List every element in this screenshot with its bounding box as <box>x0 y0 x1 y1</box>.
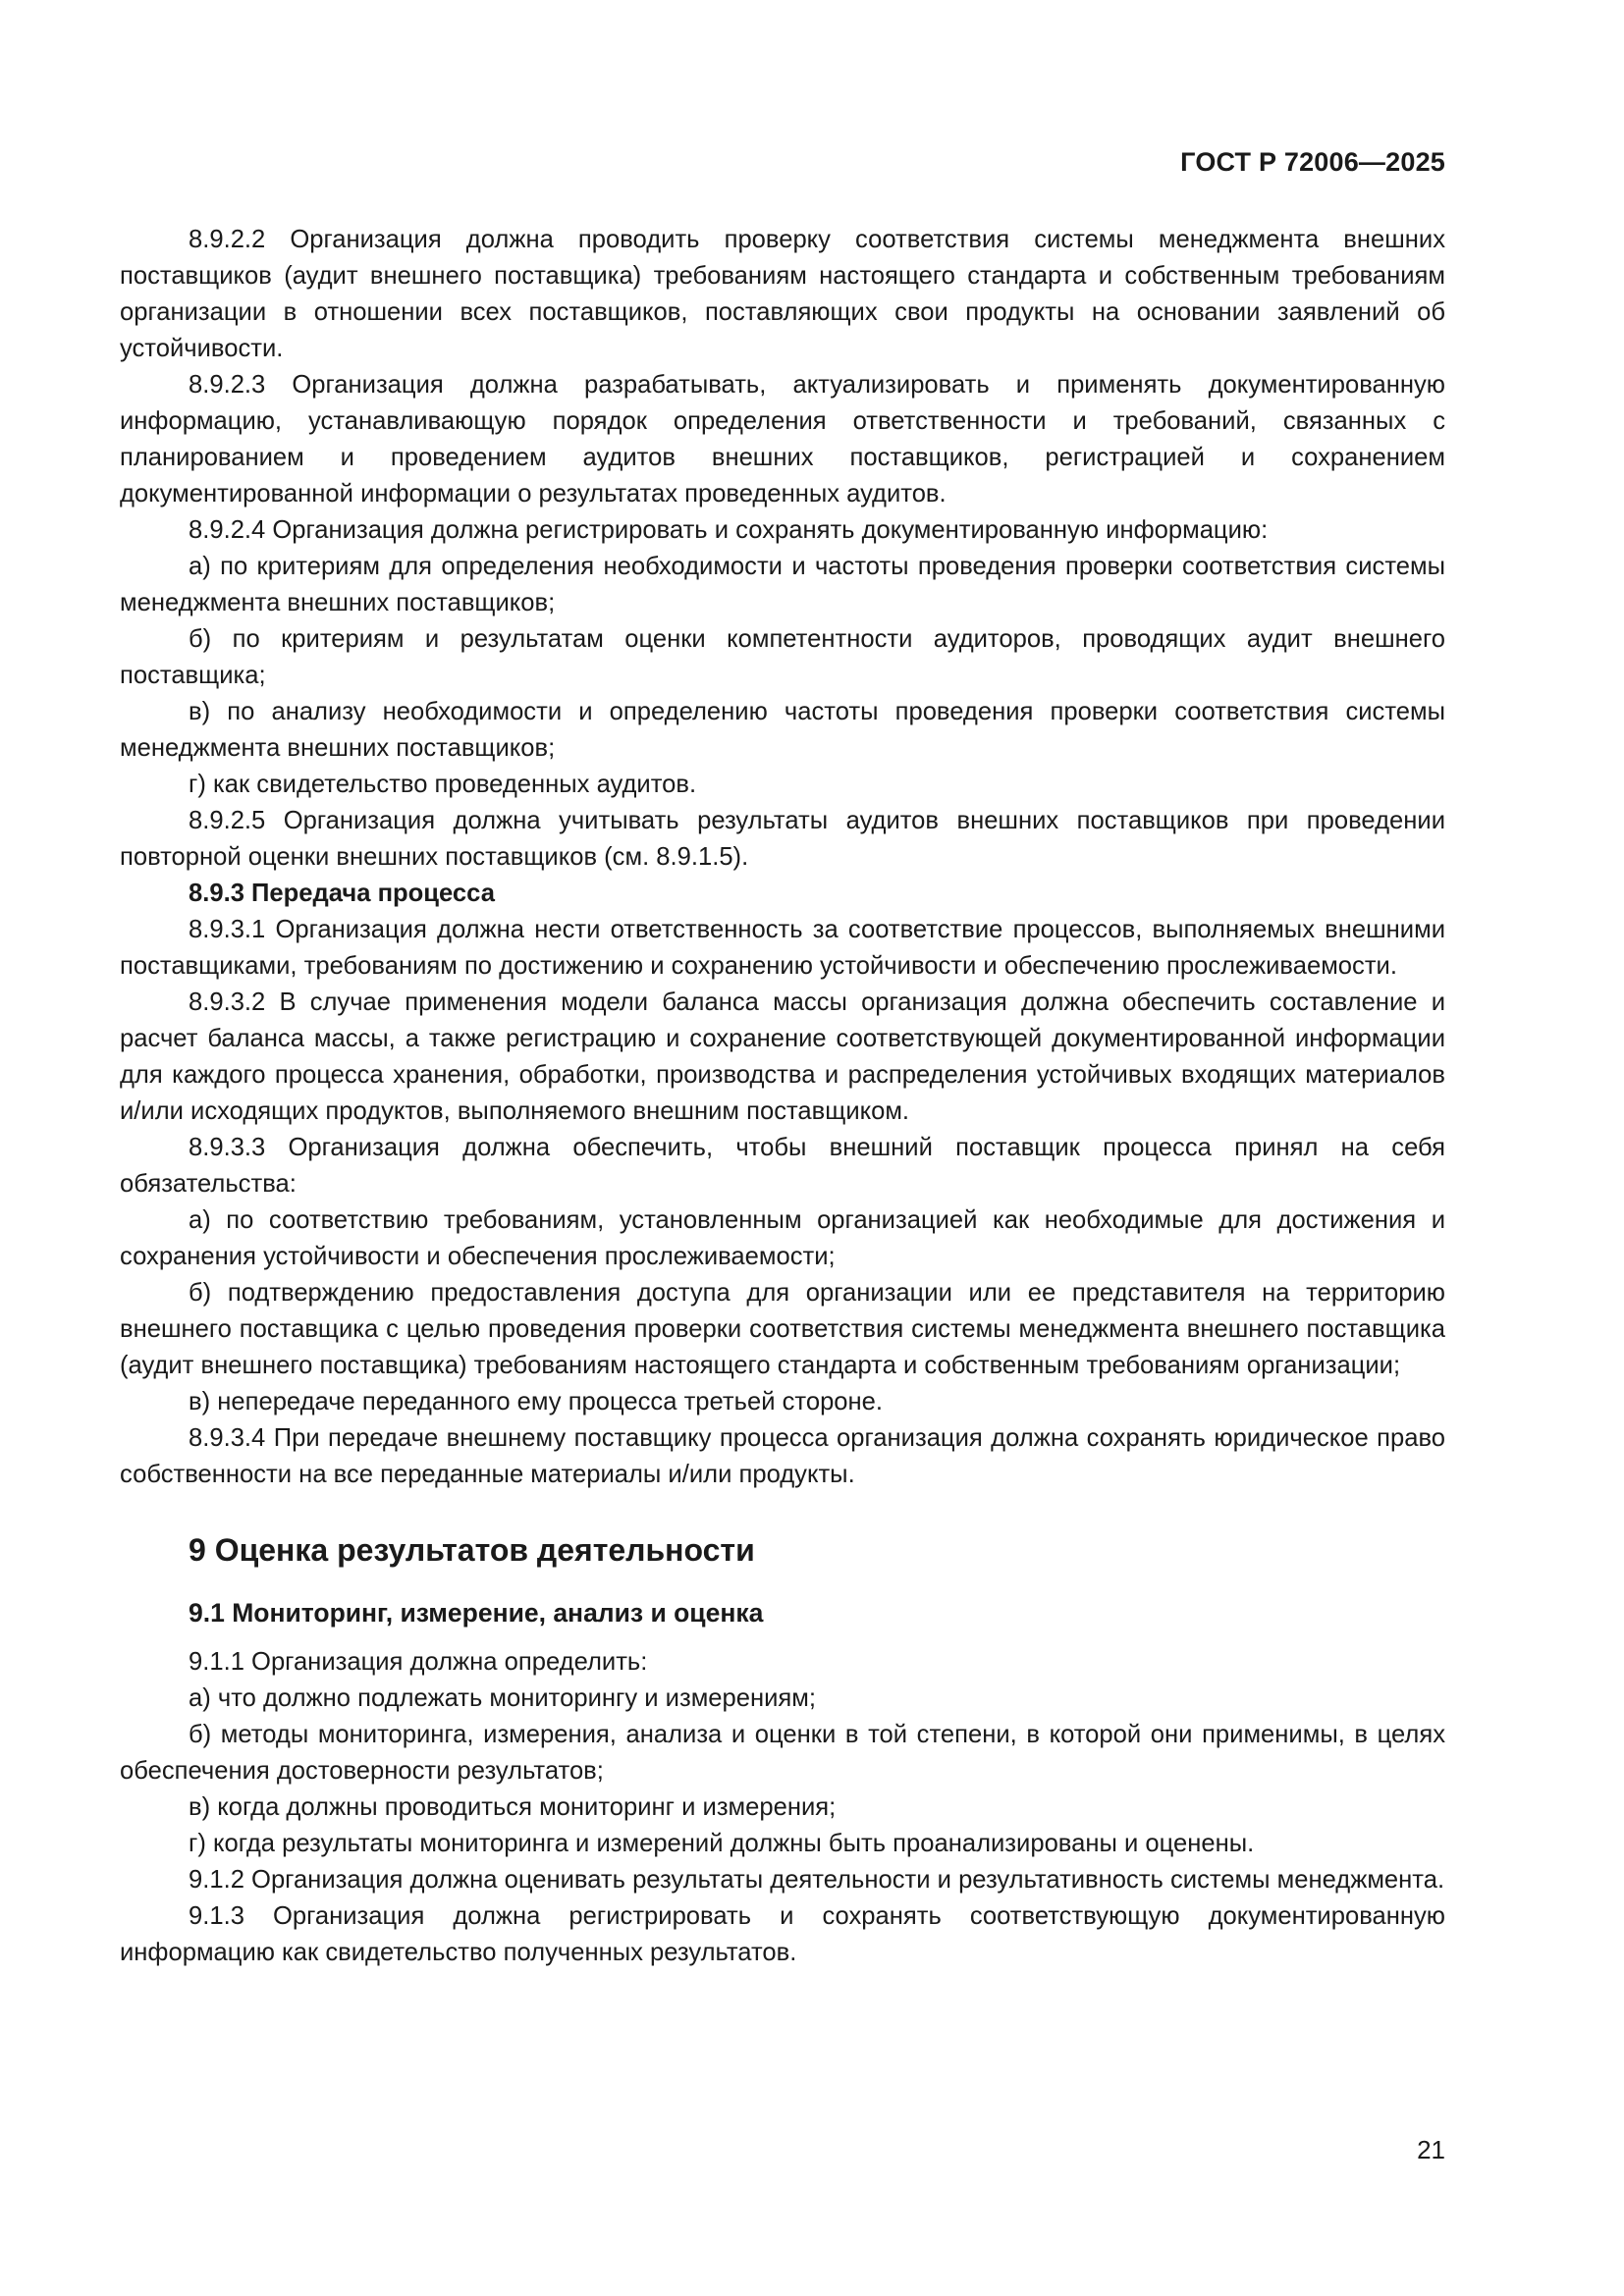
clause-9-1-1: 9.1.1 Организация должна определить: <box>189 1648 648 1676</box>
clause-8-9-3-4: 8.9.3.4 При передаче внешнему поставщику процесса организация должна сохранять юридическое право собственности на все переданные материалы и/или продукты. <box>120 1424 1445 1488</box>
chapter-heading-9: 9 Оценка результатов деятельности <box>189 1532 755 1568</box>
section-heading-9-1: 9.1 Мониторинг, измерение, анализ и оценка <box>189 1598 764 1628</box>
page-number: 21 <box>1417 2135 1445 2164</box>
clause-8-9-2-5: 8.9.2.5 Организация должна учитывать результаты аудитов внешних поставщиков при проведении повторной оценки внешних поставщиков (см. 8.9.1.5). <box>120 807 1445 871</box>
document-id: ГОСТ Р 72006—2025 <box>1180 147 1445 177</box>
clause-8-9-2-4: 8.9.2.4 Организация должна регистрировать и сохранять документированную информацию: <box>189 516 1269 544</box>
clause-9-1-2: 9.1.2 Организация должна оценивать результаты деятельности и результативность системы менеджмента. <box>189 1866 1445 1894</box>
page-content <box>120 222 1445 1971</box>
list-item: г) как свидетельство проведенных аудитов. <box>189 771 697 798</box>
list-item: в) по анализу необходимости и определению частоты проведения проверки соответствия системы менеджмента внешних поставщиков; <box>120 698 1445 762</box>
list-item: г) когда результаты мониторинга и измерений должны быть проанализированы и оценены. <box>189 1830 1255 1857</box>
list-item: а) по критериям для определения необходимости и частоты проведения проверки соответствия системы менеджмента внешних поставщиков; <box>120 553 1445 616</box>
list-item: б) методы мониторинга, измерения, анализа и оценки в той степени, в которой они применимы, в целях обеспечения достоверности результатов; <box>120 1721 1445 1785</box>
clause-8-9-3-1: 8.9.3.1 Организация должна нести ответственность за соответствие процессов, выполняемых внешними поставщиками, требованиям по достижению и сохранению устойчивости и обеспечению прослеживаемости. <box>120 916 1445 980</box>
list-item: а) что должно подлежать мониторингу и измерениям; <box>189 1684 816 1712</box>
clause-8-9-2-2: 8.9.2.2 Организация должна проводить проверку соответствия системы менеджмента внешних поставщиков (аудит внешнего поставщика) требованиям настоящего стандарта и собственным требованиям организации в отношении всех поставщиков, поставляющих свои продукты на основании заявлений об устойчивости. <box>120 226 1445 362</box>
section-heading-8-9-3: 8.9.3 Передача процесса <box>189 880 495 907</box>
clause-8-9-2-3: 8.9.2.3 Организация должна разрабатывать, актуализировать и применять документированную информацию, устанавливающую порядок определения ответственности и требований, связанных с планированием и проведением аудитов внешних поставщиков, регистрацией и сохранением документированной информации о результатах проведенных аудитов. <box>120 371 1445 507</box>
clause-8-9-3-3: 8.9.3.3 Организация должна обеспечить, чтобы внешний поставщик процесса принял на себя обязательства: <box>120 1134 1445 1198</box>
list-item: б) подтверждению предоставления доступа для организации или ее представителя на территорию внешнего поставщика с целью проведения проверки соответствия системы менеджмента внешнего поставщика (аудит внешнего поставщика) требованиям настоящего стандарта и собственным требованиям организации; <box>120 1279 1445 1379</box>
list-item: в) когда должны проводиться мониторинг и измерения; <box>189 1793 837 1821</box>
list-item: а) по соответствию требованиям, установленным организацией как необходимые для достижения и сохранения устойчивости и обеспечения прослеживаемости; <box>120 1206 1445 1270</box>
list-item: б) по критериям и результатам оценки компетентности аудиторов, проводящих аудит внешнего поставщика; <box>120 625 1445 689</box>
clause-8-9-3-2: 8.9.3.2 В случае применения модели баланса массы организация должна обеспечить составление и расчет баланса массы, а также регистрацию и сохранение соответствующей документированной информации для каждого процесса хранения, обработки, производства и распределения устойчивых входящих материалов и/или исходящих продуктов, выполняемого внешним поставщиком. <box>120 988 1445 1125</box>
list-item: в) непередаче переданного ему процесса третьей стороне. <box>189 1388 884 1415</box>
clause-9-1-3: 9.1.3 Организация должна регистрировать и сохранять соответствующую документированную информацию как свидетельство полученных результатов. <box>120 1902 1445 1966</box>
